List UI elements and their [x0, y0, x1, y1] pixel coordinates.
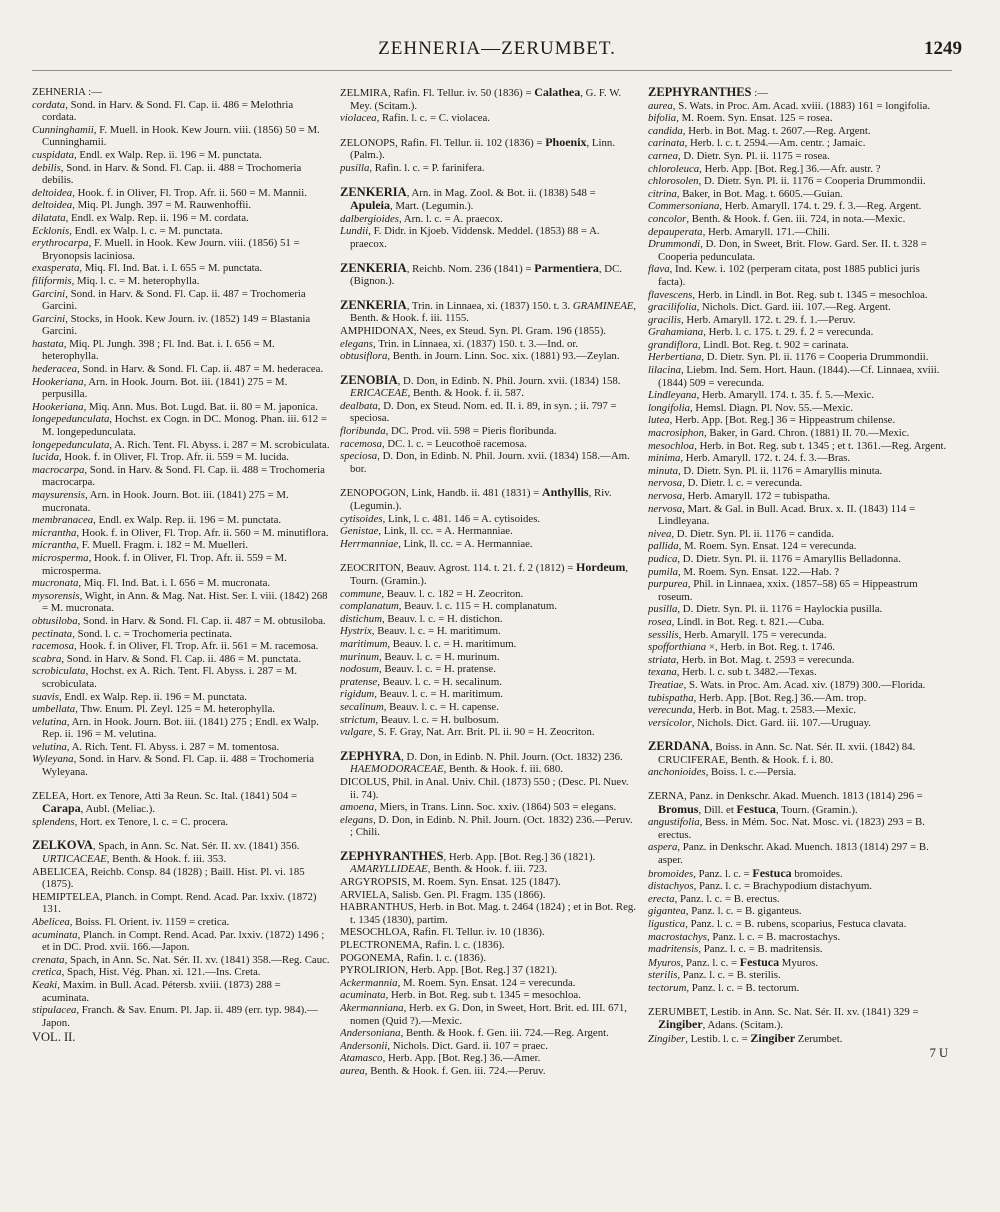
- index-entry: grandiflora, Lindl. Bot. Reg. t. 902 = carinata.: [648, 338, 849, 351]
- index-entry: vulgare, S. F. Gray, Nat. Arr. Brit. Pl. ii. 90 = H. Zeocriton.: [340, 726, 595, 739]
- index-entry: ligustica, Panz. l. c. = B. rubens, scoparius, Festuca clavata.: [648, 918, 907, 930]
- entry-separator: [648, 779, 948, 790]
- page-number: 1249: [924, 38, 962, 59]
- index-entry: Andersonii, Nichols. Dict. Gard. ii. 107 = praec.: [340, 1039, 548, 1052]
- index-entry: bifolia, M. Roem. Syn. Ensat. 125 = rosea.: [648, 112, 833, 125]
- index-entry: pusilla, D. Dietr. Syn. Pl. ii. 1176 = Haylockia pusilla.: [648, 603, 883, 616]
- index-entry: HEMIPTELEA, Planch. in Compt. Rend. Acad. Par. lxxiv. (1872) 131.: [32, 890, 317, 916]
- index-entry: ZELMIRA, Rafin. Fl. Tellur. iv. 50 (1836) = Calathea, G. F. W. Mey. (Scitam.).: [340, 86, 622, 112]
- index-entry: speciosa, D. Don, in Edinb. N. Phil. Journ. xvii. (1834) 158.—Am. bor.: [340, 450, 630, 475]
- index-entry: elegans, Trin. in Linnaea, xi. (1837) 150. t. 3.—Ind. or.: [340, 337, 579, 350]
- index-entry: micrantha, Hook. f. in Oliver, Fl. Trop. Afr. ii. 560 = M. minutiflora.: [32, 526, 329, 539]
- index-entry: pratense, Beauv. l. c. = H. secalinum.: [340, 675, 502, 688]
- index-entry: macrocarpa, Sond. in Harv. & Sond. Fl. Cap. ii. 488 = Trochomeria macrocarpa.: [32, 463, 325, 489]
- index-entry: ZEPHYRA, D. Don, in Edinb. N. Phil. Journ. (Oct. 1832) 236. HAEMODORACEAE, Benth. & Hook. f. iii. 680.: [340, 748, 623, 776]
- index-entry: longepedunculata, A. Rich. Tent. Fl. Abyss. i. 287 = M. scrobiculata.: [32, 438, 330, 451]
- index-entry: sessilis, Herb. Amaryll. 175 = verecunda.: [648, 628, 827, 641]
- index-entry: chlorosolen, D. Dietr. Syn. Pl. ii. 1176 = Cooperia Drummondii.: [648, 175, 926, 188]
- column-3: [648, 86, 948, 1186]
- index-entry: velutina, A. Rich. Tent. Fl. Abyss. i. 287 = M. tomentosa.: [32, 740, 280, 753]
- index-entry: deltoidea, Hook. f. in Oliver, Fl. Trop. Afr. ii. 560 = M. Mannii.: [32, 186, 307, 199]
- index-entry: nodosum, Beauv. l. c. = H. pratense.: [340, 663, 496, 676]
- index-entry: distichum, Beauv. l. c. = H. distichon.: [340, 612, 503, 625]
- index-entry: erythrocarpa, F. Muell. in Hook. Kew Journ. viii. (1856) 51 = Bryonopsis laciniosa.: [32, 237, 300, 262]
- index-entry: ZEPHYRANTHES, Herb. App. [Bot. Reg.] 36 (1821). AMARYLLIDEAE, Benth. & Hook. f. iii. 723.: [340, 848, 596, 876]
- index-entry: deltoidea, Miq. Pl. Jungh. 397 = M. Rauwenhoffii.: [32, 199, 252, 212]
- index-entry: purpurea, Phil. in Linnaea, xxix. (1857–58) 65 = Hippeastrum roseum.: [648, 578, 918, 603]
- index-entry: sterilis, Panz. l. c. = B. sterilis.: [648, 969, 781, 982]
- signature-mark: 7 U: [929, 1046, 948, 1061]
- index-entry: hastata, Miq. Pl. Jungh. 398 ; Fl. Ind. Bat. i. I. 656 = M. heterophylla.: [32, 337, 275, 363]
- index-entry: Andersoniana, Benth. & Hook. f. Gen. iii. 724.—Reg. Argent.: [340, 1027, 609, 1040]
- index-entry: concolor, Benth. & Hook. f. Gen. iii. 724, in nota.—Mexic.: [648, 212, 906, 225]
- index-entry: Hookeriana, Miq. Ann. Mus. Bot. Lugd. Bat. ii. 80 = M. japonica.: [32, 400, 318, 413]
- index-entry: commune, Beauv. l. c. 182 = H. Zeocriton.: [340, 587, 524, 600]
- index-entry: lucida, Hook. f. in Oliver, Fl. Trop. Afr. ii. 559 = M. lucida.: [32, 451, 289, 464]
- index-entry: tectorum, Panz. l. c. = B. tectorum.: [648, 981, 800, 994]
- entry-separator: [648, 995, 948, 1006]
- index-entry: MESOCHLOA, Rafin. Fl. Tellur. iv. 10 (1836).: [340, 926, 545, 939]
- index-entry: pudica, D. Dietr. Syn. Pl. ii. 1176 = Amaryllis Belladonna.: [648, 552, 901, 565]
- index-entry: complanatum, Beauv. l. c. 115 = H. complanatum.: [340, 600, 557, 613]
- index-entry: exasperata, Miq. Fl. Ind. Bat. i. I. 655 = M. punctata.: [32, 262, 263, 275]
- index-entry: mysorensis, Wight, in Ann. & Mag. Nat. Hist. Ser. I. viii. (1842) 268 = M. mucronata.: [32, 589, 328, 615]
- index-entry: ZELONOPS, Rafin. Fl. Tellur. ii. 102 (1836) = Phoenix, Linn. (Palm.).: [340, 134, 616, 162]
- index-entry: Herrmanniae, Link, ll. cc. = A. Hermanniae.: [340, 537, 533, 550]
- index-entry: macrostachys, Panz. l. c. = B. macrostachys.: [648, 930, 841, 943]
- index-entry: nivea, D. Dietr. Syn. Pl. ii. 1176 = candida.: [648, 527, 834, 540]
- index-entry: filiformis, Miq. l. c. = M. heterophylla.: [32, 274, 200, 287]
- index-entry: ZENKERIA, Arn. in Mag. Zool. & Bot. ii. (1838) 548 = Apuleia, Mart. (Legumin.).: [340, 184, 596, 213]
- index-entry: mesochloa, Herb. in Bot. Reg. sub t. 1345 ; et t. 1361.—Reg. Argent.: [648, 439, 947, 452]
- index-entry: distachyos, Panz. l. c. = Brachypodium distachyum.: [648, 880, 873, 893]
- index-entry: verecunda, Herb. in Bot. Mag. t. 2583.—Mexic.: [648, 704, 857, 717]
- index-entry: ZELEA, Hort. ex Tenore, Atti 3a Reun. Sc. Ital. (1841) 504 = Carapa, Aubl. (Meliac.).: [32, 789, 298, 816]
- index-entry: Lindleyana, Herb. Amaryll. 174. t. 35. f. 5.—Mexic.: [648, 389, 875, 402]
- index-entry: debilis, Sond. in Harv. & Sond. Fl. Cap. ii. 488 = Trochomeria debilis.: [32, 161, 302, 187]
- index-entry: gracilifolia, Nichols. Dict. Gard. iii. 107.—Reg. Argent.: [648, 301, 891, 314]
- index-entry: scrobiculata, Hochst. ex A. Rich. Tent. Fl. Abyss. i. 287 = M. scrobiculata.: [32, 665, 298, 690]
- index-entry: Herbertiana, D. Dietr. Syn. Pl. ii. 1176 = Cooperia Drummondii.: [648, 351, 929, 364]
- index-entry: longepedunculata, Hochst. ex Cogn. in DC. Monog. Phan. iii. 612 = M. longepedunculata.: [32, 413, 327, 439]
- index-entry: tubispatha, Herb. App. [Bot. Reg.] 36.—Am. trop.: [648, 691, 867, 704]
- index-entry: PYROLIRION, Herb. App. [Bot. Reg.] 37 (1821).: [340, 964, 558, 977]
- index-entry: crenata, Spach, in Ann. Sc. Nat. Sér. II. xv. (1841) 358.—Reg. Cauc.: [32, 953, 330, 966]
- index-entry: ZENOPOGON, Link, Handb. ii. 481 (1831) = Anthyllis, Riv. (Legumin.).: [340, 485, 612, 513]
- index-entry: cuspidata, Endl. ex Walp. Rep. ii. 196 = M. punctata.: [32, 148, 262, 161]
- index-entry: membranacea, Endl. ex Walp. Rep. ii. 196 = M. punctata.: [32, 514, 282, 527]
- index-entry: nervosa, D. Dietr. l. c. = verecunda.: [648, 477, 803, 490]
- index-entry: depauperata, Herb. Amaryll. 171.—Chili.: [648, 225, 830, 238]
- header-rule: [32, 70, 952, 71]
- index-entry: ZENKERIA, Trin. in Linnaea, xi. (1837) 150. t. 3. GRAMINEAE, Benth. & Hook. f. iii. 1155.: [340, 297, 637, 325]
- index-entry: dealbata, D. Don, ex Steud. Nom. ed. II. i. 89, in syn. ; ii. 797 = speciosa.: [340, 399, 617, 425]
- index-entry: flavescens, Herb. in Lindl. in Bot. Reg. sub t. 1345 = mesochloa.: [648, 288, 928, 301]
- index-entry: minima, Herb. Amaryll. 172. t. 24. f. 3.—Bras.: [648, 452, 851, 465]
- index-entry: madritensis, Panz. l. c. = B. madritensis.: [648, 943, 823, 956]
- index-entry: macrosiphon, Baker, in Gard. Chron. (1881) II. 70.—Mexic.: [648, 427, 910, 440]
- index-entry: Garcini, Stocks, in Hook. Kew Journ. iv. (1852) 149 = Blastania Garcini.: [32, 312, 311, 338]
- index-entry: acuminata, Planch. in Compt. Rend. Acad. Par. lxxiv. (1872) 1496 ; et in DC. Prod. xvii. 166.—Japon.: [32, 928, 325, 954]
- index-entry: aurea, Benth. & Hook. f. Gen. iii. 724.—Peruv.: [340, 1064, 546, 1077]
- index-entry: strictum, Beauv. l. c. = H. bulbosum.: [340, 713, 499, 726]
- index-entry: Wyleyana, Sond. in Harv. & Sond. Fl. Cap. ii. 488 = Trochomeria Wyleyana.: [32, 753, 315, 779]
- index-entry: rosea, Lindl. in Bot. Reg. t. 821.—Cuba.: [648, 615, 825, 628]
- index-entry: dalbergioides, Arn. l. c. = A. praecox.: [340, 212, 503, 225]
- index-entry: ZERUMBET, Lestib. in Ann. Sc. Nat. Sér. II. xv. (1841) 329 = Zingiber, Adans. (Scitam.).: [648, 1005, 919, 1032]
- index-entry: Ackermannia, M. Roem. Syn. Ensat. 124 = verecunda.: [340, 976, 576, 989]
- index-entry: Grahamiana, Herb. l. c. 175. t. 29. f. 2 = verecunda.: [648, 326, 874, 339]
- index-entry: hederacea, Sond. in Harv. & Sond. Fl. Cap. ii. 487 = M. hederacea.: [32, 363, 324, 376]
- index-entry: murinum, Beauv. l. c. = H. murinum.: [340, 650, 500, 663]
- index-entry: spofforthiana ×, Herb. in Bot. Reg. t. 1746.: [648, 641, 835, 654]
- page-footer: [32, 1031, 330, 1044]
- index-entry: bromoides, Panz. l. c. = Festuca bromoides.: [648, 865, 843, 880]
- index-entry: angustifolia, Bess. in Mém. Soc. Nat. Mosc. vi. (1823) 293 = B. erectus.: [648, 816, 925, 841]
- column-2: [340, 86, 638, 1186]
- index-entry: ZENOBIA, D. Don, in Edinb. N. Phil. Journ. xvii. (1834) 158. ERICACEAE, Benth. & Hook. f. ii. 587.: [340, 372, 621, 400]
- index-entry: Lundii, F. Didr. in Kjoeb. Viddensk. Meddel. (1853) 88 = A. praecox.: [340, 225, 600, 250]
- index-entry: ZEOCRITON, Beauv. Agrost. 114. t. 21. f. 2 (1812) = Hordeum, Tourn. (Gramin.).: [340, 560, 629, 587]
- index-entry: obtusiloba, Sond. in Harv. & Sond. Fl. Cap. ii. 487 = M. obtusiloba.: [32, 614, 326, 627]
- index-entry: AMPHIDONAX, Nees, ex Steud. Syn. Pl. Gram. 196 (1855).: [340, 324, 607, 337]
- volume-label: VOL. II.: [32, 1030, 76, 1045]
- index-entry: lutea, Herb. App. [Bot. Reg.] 36 = Hippeastrum chilense.: [648, 414, 896, 427]
- index-entry: POGONEMA, Rafin. l. c. (1836).: [340, 951, 487, 964]
- index-entry: stipulacea, Franch. & Sav. Enum. Pl. Jap. ii. 489 (err. typ. 984).—Japon.: [32, 1004, 318, 1029]
- index-entry: nervosa, Mart. & Gal. in Bull. Acad. Brux. x. II. (1843) 114 = Lindleyana.: [648, 502, 916, 528]
- signature-mark-row: [648, 1047, 948, 1060]
- index-entry: splendens, Hort. ex Tenore, l. c. = C. procera.: [32, 815, 229, 828]
- index-entry: PLECTRONEMA, Rafin. l. c. (1836).: [340, 939, 505, 952]
- index-entry: Garcini, Sond. in Harv. & Sond. Fl. Cap. ii. 487 = Trochomeria Garcini.: [32, 287, 306, 313]
- index-entry: elegans, D. Don, in Edinb. N. Phil. Journ. (Oct. 1832) 236.—Peruv. ; Chili.: [340, 813, 633, 839]
- index-entry: Zingiber, Lestib. l. c. = Zingiber Zerumbet.: [648, 1030, 843, 1045]
- index-entry: texana, Herb. l. c. sub t. 3482.—Texas.: [648, 666, 817, 679]
- index-entry: cretica, Spach, Hist. Vég. Phan. xi. 121.—Ins. Creta.: [32, 966, 261, 979]
- index-entry: striata, Herb. in Bot. Mag. t. 2593 = verecunda.: [648, 653, 855, 666]
- index-entry: carinata, Herb. l. c. t. 2594.—Am. centr. ; Jamaic.: [648, 137, 866, 150]
- column-1: [32, 86, 330, 1190]
- index-entry: umbellata, Thw. Enum. Pl. Zeyl. 125 = M. heterophylla.: [32, 703, 275, 716]
- index-entry: obtusiflora, Benth. in Journ. Linn. Soc. xix. (1881) 93.—Zeylan.: [340, 350, 620, 363]
- index-entry: pallida, M. Roem. Syn. Ensat. 124 = verecunda.: [648, 540, 857, 553]
- index-entry: ARVIELA, Salisb. Gen. Pl. Fragm. 135 (1866).: [340, 888, 546, 901]
- index-entry: Akermanniana, Herb. ex G. Don, in Sweet, Hort. Brit. ed. III. 671, nomen (Quid ?).—Mexic.: [340, 1002, 627, 1027]
- entry-separator: [340, 475, 638, 486]
- index-entry: Abelicea, Boiss. Fl. Orient. iv. 1159 = cretica.: [32, 916, 230, 928]
- index-entry: erecta, Panz. l. c. = B. erectus.: [648, 892, 780, 905]
- index-entry: floribunda, DC. Prod. vii. 598 = Pieris floribunda.: [340, 425, 557, 438]
- index-entry: Cunninghamii, F. Muell. in Hook. Kew Journ. viii. (1856) 50 = M. Cunninghamii.: [32, 123, 320, 149]
- index-entry: Drummondi, D. Don, in Sweet, Brit. Flow. Gard. Ser. II. t. 328 = Cooperia pedunculata.: [648, 238, 927, 263]
- index-entry: anchonioides, Boiss. l. c.—Persia.: [648, 766, 797, 779]
- index-entry: pusilla, Rafin. l. c. = P. farinifera.: [340, 161, 485, 174]
- index-entry: microsperma, Hook. f. in Oliver, Fl. Trop. Afr. ii. 559 = M. microsperma.: [32, 551, 287, 577]
- index-entry: pectinata, Sond. l. c. = Trochomeria pectinata.: [32, 627, 233, 640]
- index-entry: Atamasco, Herb. App. [Bot. Reg.] 36.—Amer.: [340, 1052, 541, 1065]
- index-entry: acuminata, Herb. in Bot. Reg. sub t. 1345 = mesochloa.: [340, 989, 581, 1002]
- index-entry: Hystrix, Beauv. l. c. = H. maritimum.: [340, 625, 501, 638]
- index-entry: suavis, Endl. ex Walp. Rep. ii. 196 = M. punctata.: [32, 690, 247, 703]
- index-entry: maysurensis, Arn. in Hook. Journ. Bot. iii. (1841) 275 = M. mucronata.: [32, 489, 289, 514]
- index-entry: ZEHNERIA :—: [32, 86, 102, 98]
- index-entry: cytisoides, Link, l. c. 481. 146 = A. cytisoides.: [340, 512, 541, 525]
- index-entry: longifolia, Hemsl. Diagn. Pl. Nov. 55.—Mexic.: [648, 401, 854, 414]
- index-entry: Genistae, Link, ll. cc. = A. Hermanniae.: [340, 525, 513, 538]
- index-entry: aurea, S. Wats. in Proc. Am. Acad. xviii. (1883) 161 = longifolia.: [648, 99, 931, 112]
- index-entry: Keaki, Maxim. in Bull. Acad. Pétersb. xviii. (1873) 288 = acuminata.: [32, 978, 281, 1004]
- index-entry: amoena, Miers, in Trans. Linn. Soc. xxiv. (1864) 503 = elegans.: [340, 801, 617, 814]
- index-entry: racemosa, DC. l. c. = Leucothoë racemosa.: [340, 437, 527, 450]
- index-entry: HABRANTHUS, Herb. in Bot. Mag. t. 2464 (1824) ; et in Bot. Reg. t. 1345 (1830), partim.: [340, 901, 637, 926]
- index-entry: secalinum, Beauv. l. c. = H. capense.: [340, 700, 499, 713]
- index-entry: cordata, Sond. in Harv. & Sond. Fl. Cap. ii. 486 = Melothria cordata.: [32, 98, 294, 124]
- index-entry: racemosa, Hook. f. in Oliver, Fl. Trop. Afr. ii. 561 = M. racemosa.: [32, 640, 319, 653]
- index-entry: Ecklonis, Endl. ex Walp. l. c. = M. punctata.: [32, 224, 223, 237]
- index-entry: versicolor, Nichols. Dict. Gard. iii. 107.—Uruguay.: [648, 716, 871, 729]
- index-entry: maritimum, Beauv. l. c. = H. maritimum.: [340, 637, 517, 650]
- index-entry: mucronata, Miq. Fl. Ind. Bat. i. I. 656 = M. mucronata.: [32, 577, 271, 590]
- index-entry: scabra, Sond. in Harv. & Sond. Fl. Cap. ii. 486 = M. punctata.: [32, 652, 302, 665]
- index-entry: ARGYROPSIS, M. Roem. Syn. Ensat. 125 (1847).: [340, 876, 561, 889]
- index-entry: pumila, M. Roem. Syn. Ensat. 122.—Hab. ?: [648, 565, 840, 578]
- index-entry: ZELKOVA, Spach, in Ann. Sc. Nat. Sér. II. xv. (1841) 356. URTICACEAE, Benth. & Hook. f. iii. 353.: [32, 838, 300, 866]
- index-entry: velutina, Arn. in Hook. Journ. Bot. iii. (1841) 275 ; Endl. ex Walp. Rep. ii. 196 = M. velutina.: [32, 715, 319, 741]
- index-entry: chloroleuca, Herb. App. [Bot. Reg.] 36.—Afr. austr. ?: [648, 162, 881, 175]
- index-entry: ZERNA, Panz. in Denkschr. Akad. Muench. 1813 (1814) 296 = Bromus, Dill. et Festuca, Tourn. (Gramin.).: [648, 790, 923, 816]
- index-entry: micrantha, F. Muell. Fragm. i. 182 = M. Muelleri.: [32, 539, 249, 552]
- index-entry: ABELICEA, Reichb. Consp. 84 (1828) ; Baill. Hist. Pl. vi. 185 (1875).: [32, 865, 305, 891]
- running-head: [32, 38, 962, 64]
- index-entry: minuta, D. Dietr. Syn. Pl. ii. 1176 = Amaryllis minuta.: [648, 464, 883, 477]
- index-entry: ZENKERIA, Reichb. Nom. 236 (1841) = Parmentiera, DC. (Bignon.).: [340, 260, 622, 288]
- entry-separator: [340, 125, 638, 136]
- index-entry: DICOLUS, Phil. in Anal. Univ. Chil. (1873) 550 ; (Desc. Pl. Nuev. ii. 74).: [340, 775, 629, 801]
- index-entry: Myuros, Panz. l. c. = Festuca Myuros.: [648, 954, 819, 969]
- index-entry: dilatata, Endl. ex Walp. Rep. ii. 196 = M. cordata.: [32, 211, 249, 224]
- index-entry: carnea, D. Dietr. Syn. Pl. ii. 1175 = rosea.: [648, 149, 830, 162]
- index-entry: aspera, Panz. in Denkschr. Akad. Muench. 1813 (1814) 297 = B. asper.: [648, 841, 929, 867]
- index-entry: violacea, Rafin. l. c. = C. violacea.: [340, 112, 491, 125]
- entry-separator: [32, 779, 330, 790]
- index-entry: ZERDANA, Boiss. in Ann. Sc. Nat. Sér. II. xvii. (1842) 84. CRUCIFERAE, Benth. & Hook. f. i. 80.: [648, 739, 916, 766]
- index-entry: ZEPHYRANTHES :—: [648, 86, 768, 99]
- page-title: ZEHNERIA—ZERUMBET.: [378, 38, 616, 59]
- index-entry: Hookeriana, Arn. in Hook. Journ. Bot. iii. (1841) 275 = M. perpusilla.: [32, 375, 288, 401]
- index-entry: citrina, Baker, in Bot. Mag. t. 6605.—Guian.: [648, 187, 843, 200]
- index-entry: Treatiae, S. Wats. in Proc. Am. Acad. xiv. (1879) 300.—Florida.: [648, 678, 926, 691]
- index-entry: flava, Ind. Kew. i. 102 (perperam citata, post 1885 publici juris facta).: [648, 263, 920, 288]
- index-entry: candida, Herb. in Bot. Mag. t. 2607.—Reg. Argent.: [648, 124, 871, 137]
- index-entry: rigidum, Beauv. l. c. = H. maritimum.: [340, 688, 504, 701]
- index-entry: lilacina, Liebm. Ind. Sem. Hort. Haun. (1844).—Cf. Linnaea, xviii. (1844) 509 = verecunda.: [648, 364, 940, 389]
- index-entry: gracilis, Herb. Amaryll. 172. t. 29. f. 1.—Peruv.: [648, 313, 856, 326]
- index-entry: Commersoniana, Herb. Amaryll. 174. t. 29. f. 3.—Reg. Argent.: [648, 200, 922, 213]
- index-entry: nervosa, Herb. Amaryll. 172 = tubispatha.: [648, 490, 831, 502]
- index-entry: gigantea, Panz. l. c. = B. giganteus.: [648, 905, 802, 918]
